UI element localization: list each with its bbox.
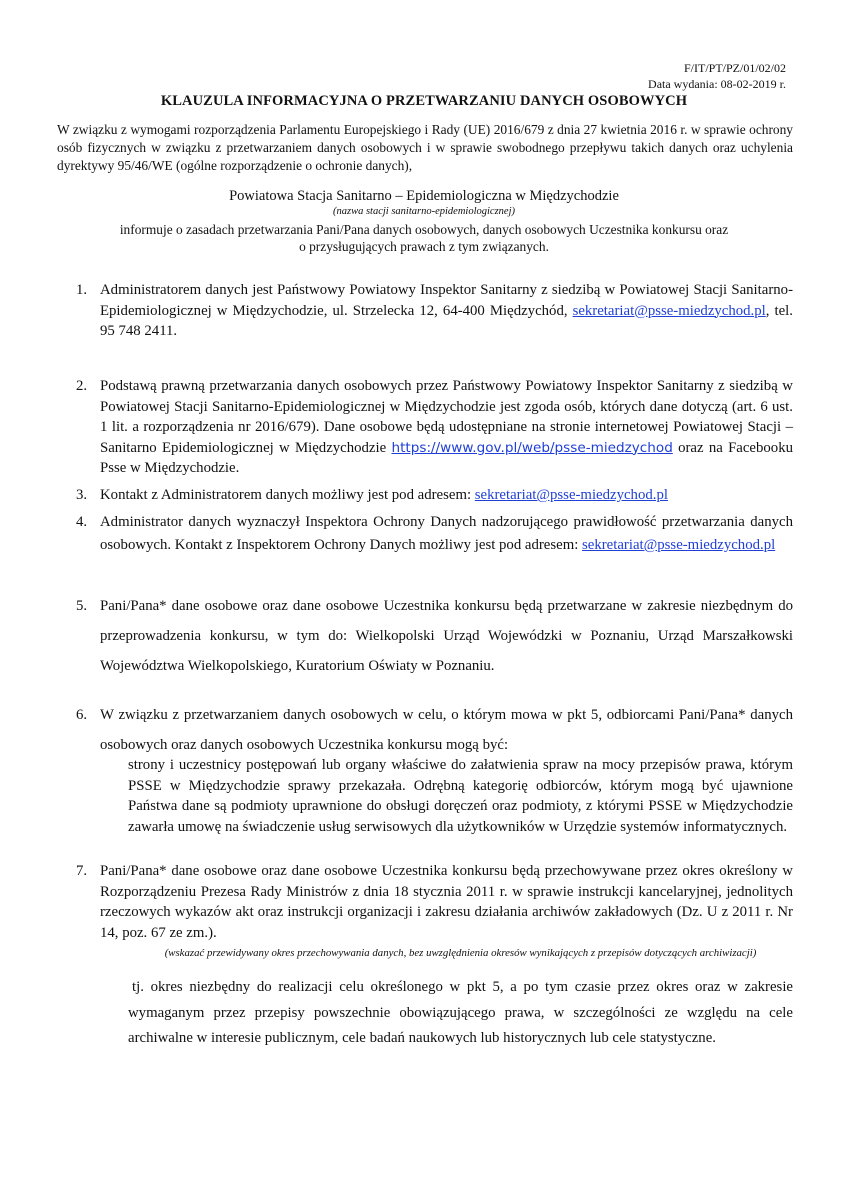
issue-date: Data wydania: 08-02-2019 r. <box>648 77 786 91</box>
item-number: 3. <box>76 487 88 503</box>
item-text: Administrator danych wyznaczył Inspektora Ochrony Danych nadzorującego prawidłowość przetwarzania danych osobowych. Kontakt z Inspektorem Ochrony Danych możliwy jest pod adresem: <box>100 514 793 553</box>
station-note: (nazwa stacji sanitarno-epidemiologicznej) <box>333 206 515 217</box>
document-title: KLAUZULA INFORMACYJNA O PRZETWARZANIU DANYCH OSOBOWYCH <box>160 93 688 109</box>
item-number: 1. <box>76 282 88 298</box>
informs-line-2: o przysługujących prawach z tym związanych. <box>299 239 549 254</box>
informs-text <box>0 221 848 255</box>
informs-line-1: informuje o zasadach przetwarzania Pani/Pana danych osobowych, danych osobowych Uczestnika konkursu oraz <box>119 222 729 237</box>
list-item-4 <box>76 511 793 557</box>
item-text: Pani/Pana* dane osobowe oraz dane osobowe Uczestnika konkursu będą przechowywane przez okres określony w Rozporządzeniu Prezesa Rady Ministrów z dnia 18 stycznia 2011 r. w sprawie instrukcji kancelaryjnej, jednolitych rzeczowych wykazów akt oraz instrukcji organizacji i zakresu działania archiwów zakładowych (Dz. U z 2011 r. Nr 14, poz. 67 ze zm.). <box>100 863 793 941</box>
item-number: 2. <box>76 378 88 394</box>
item-number: 6. <box>76 707 88 723</box>
retention-note: (wskazać przewidywany okres przechowywania danych, bez uwzględnienia okresów wynikających z przepisów dotyczących archiwizacji) <box>164 947 757 959</box>
website-link[interactable]: https://www.gov.pl/web/psse-miedzychod <box>391 439 673 456</box>
item-text: Podstawą prawną przetwarzania danych osobowych przez Państwowy Powiatowy Inspektor Sanitarny z siedzibą w Powiatowej Stacji Sanitarno-Epidemiologicznej w Międzychodzie jest zgoda osób, których dane dotyczą (art. 6 ust. 1 lit. a rozporządzenia nr 2016/679). Dane osobowe będą udostępniane na stronie internetowej Powiatowej Stacji – Sanitarno Epidemiologicznej w Międzychodzie <box>100 378 793 456</box>
item-text: W związku z przetwarzaniem danych osobowych w celu, o którym mowa w pkt 5, odbiorcami Pani/Pana* danych osobowych oraz danych osobowych Uczestnika konkursu mogą być: <box>100 707 793 753</box>
station-name: Powiatowa Stacja Sanitarno – Epidemiologiczna w Międzychodzie <box>229 188 619 204</box>
closing-text: tj. okres niezbędny do realizacji celu określonego w pkt 5, a po tym czasie przez okres oraz w zakresie wymaganym przez przepisy powszechnie obowiązującego prawa, w szczególności ze względu na cele archiwalne w interesie publicznym, cele badań naukowych lub historycznych lub cele statystyczne. <box>128 979 793 1046</box>
list-item-3 <box>76 485 793 506</box>
item-number: 7. <box>76 863 88 879</box>
item-text-end: oraz na Facebooku Psse w Międzychodzie. <box>100 439 793 476</box>
item-number: 5. <box>76 598 88 614</box>
item-text: Pani/Pana* dane osobowe oraz dane osobowe Uczestnika konkursu będą przetwarzane w zakresie niezbędnym do przeprowadzenia konkursu, w tym do: Wielkopolski Urząd Wojewódzki w Poznaniu, Urząd Marszałkowski Województwa Wielkopolskiego, Kuratorium Oświaty w Poznaniu. <box>100 598 793 674</box>
item-text: Kontakt z Administratorem danych możliwy jest pod adresem: <box>100 487 475 503</box>
intro-paragraph: W związku z wymogami rozporządzenia Parlamentu Europejskiego i Rady (UE) 2016/679 z dnia 27 kwietnia 2016 r. w sprawie ochrony osób fizycznych w związku z przetwarzaniem danych osobowych i w sprawie swobodnego przepływu takich danych oraz uchylenia dyrektywy 95/46/WE (ogólne rozporządzenie o ochronie danych), <box>57 122 793 173</box>
list-item-2 <box>76 376 793 479</box>
list-item-5 <box>76 591 793 681</box>
recipients-paragraph: strony i uczestnicy postępowań lub organy właściwe do załatwienia spraw na mocy przepisów prawa, którym PSSE w Międzychodzie sprawy przekazała. Odrębną kategorię odbiorców, którym mogą być ujawnione Państwa dane są podmioty uprawnione do obsługi doręczeń oraz podmioty, z którymi PSSE w Międzychodzie zawarła umowę na świadczenie usług serwisowych dla użytkowników w Urzędzie systemów informatycznych. <box>128 757 793 835</box>
item-text-end: , tel. 95 748 2411. <box>100 302 793 339</box>
list-item-6 <box>76 700 793 760</box>
item-number: 4. <box>76 514 88 530</box>
reference-code: F/IT/PT/PZ/01/02/02 <box>683 61 786 75</box>
document-reference <box>648 60 786 92</box>
email-link[interactable]: sekretariat@psse-miedzychod.pl <box>572 302 766 319</box>
email-link[interactable]: sekretariat@psse-miedzychod.pl <box>474 487 668 503</box>
list-item-7 <box>76 861 793 943</box>
list-item-1 <box>76 280 793 342</box>
retention-closing <box>128 975 793 1052</box>
email-link[interactable]: sekretariat@psse-miedzychod.pl <box>582 537 776 553</box>
item-text: Administratorem danych jest Państwowy Powiatowy Inspektor Sanitarny z siedzibą w Powiatowej Stacji Sanitarno-Epidemiologicznej w Międzychodzie, ul. Strzelecka 12, 64-400 Międzychód, <box>100 282 793 319</box>
